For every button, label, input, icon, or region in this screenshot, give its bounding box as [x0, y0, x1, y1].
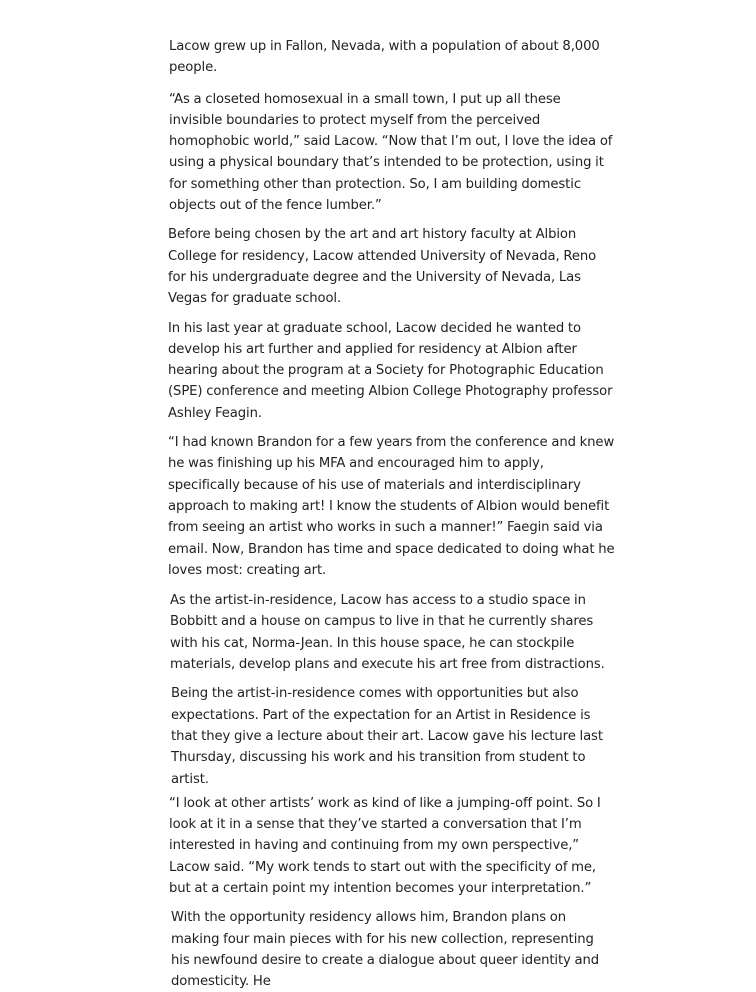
- paragraph: “I had known Brandon for a few years from the conference and knew he was finishing up his MFA and encouraged him to apply, specifically because of his use of materials and interdisciplinary approach to making art! I know the students of Albion would benefit from seeing an artist who works in such a manner!” Faegin said via email. Now, Brandon has time and space dedicated to doing what he loves most: creating art.: [168, 435, 615, 578]
- paragraph: As the artist-in-residence, Lacow has access to a studio space in Bobbitt and a house on campus to live in that he currently shares with his cat, Norma-Jean. In this house space, he can stockpile materials, develop plans and execute his art free from distractions.: [170, 593, 605, 673]
- paragraph: Being the artist-in-residence comes with opportunities but also expectations. Part of the expectation for an Artist in Residence is that they give a lecture about their art. Lacow gave his lecture last Thursday, discussing his work and his transition from student to artist.: [171, 686, 603, 787]
- paragraph: Before being chosen by the art and art history faculty at Albion College for residency, Lacow attended University of Nevada, Reno for his undergraduate degree and the University of Nevada, Las Vegas for graduate school.: [168, 227, 597, 307]
- paragraph: Lacow grew up in Fallon, Nevada, with a population of about 8,000 people.: [169, 39, 600, 76]
- paragraph: “I look at other artists’ work as kind of like a jumping-off point. So I look at it in a sense that they’ve started a conversation that I’m interested in having and continuing from my own perspective,” Lacow said. “My work tends to start out with the specificity of me, but at a certain point my intention becomes your interpretation.”: [169, 795, 601, 896]
- article-body: [168, 36, 616, 992]
- paragraph: In his last year at graduate school, Lacow decided he wanted to develop his art further and applied for residency at Albion after hearing about the program at a Society for Photographic Education (SPE) conference and meeting Albion College Photography professor Ashley Feagin.: [168, 320, 613, 421]
- paragraph: With the opportunity residency allows him, Brandon plans on making four main pieces with for his new collection, representing his newfound desire to create a dialogue about queer identity and domesticity. He: [171, 910, 600, 990]
- paragraph: “As a closeted homosexual in a small town, I put up all these invisible boundaries to protect myself from the perceived homophobic world,” said Lacow. “Now that I’m out, I love the idea of using a physical boundary that’s intended to be protection, using it for something other than protection. So, I am building domestic objects out of the fence lumber.”: [169, 91, 613, 214]
